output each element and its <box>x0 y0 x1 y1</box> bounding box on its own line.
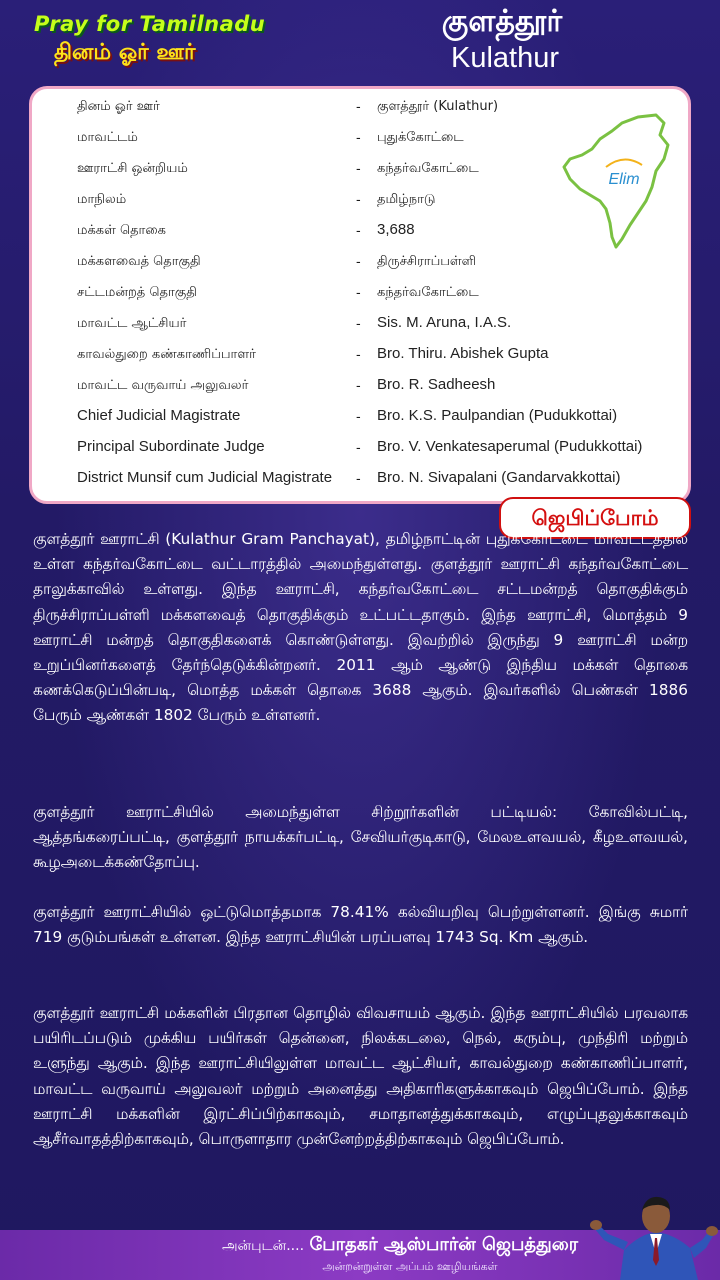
info-separator: - <box>356 222 361 238</box>
paragraph-occupation-prayer: குளத்தூர் ஊராட்சி மக்களின் பிரதான தொழில் விவசாயம் ஆகும். இந்த ஊராட்சியில் பரவலாக பயிரிடப்படும் முக்கிய பயிர்கள் தென்னை, நிலக்கடலை, நெல், கரும்பு, முந்திரி மற்றும் உளுந்து ஆகும். இந்த ஊராட்சியிலுள்ள மாவட்ட ஆட்சியர், காவல்துறை கண்காணிப்பாளர், மாவட்ட வருவாய் அலுவலர் மற்றும் அனைத்து அதிகாரிகளுக்காகவும் ஜெபிப்போம். இந்த ஊராட்சி மக்களின் இரட்சிப்பிற்காகவும், சமாதானத்துக்காகவும், எழுப்புதலுக்காகவும் ஆசீர்வாதத்திற்காகவும், பொருளாதார முன்னேற்றத்திற்காகவும் ஜெபிப்போம். <box>33 1004 688 1149</box>
elim-logo: Elim <box>602 157 646 187</box>
pray-badge: ஜெபிப்போம் <box>499 497 691 539</box>
info-row <box>32 312 552 343</box>
paragraph-overview: குளத்தூர் ஊராட்சி (Kulathur Gram Panchayat), தமிழ்நாட்டின் புதுக்கோட்டை மாவட்டத்தில் உள்ள கந்தர்வகோட்டை வட்டாரத்தில் அமைந்துள்ளது. குளத்தூர் ஊராட்சி கந்தர்வகோட்டை தாலுக்காவில் உள்ளது. இந்த ஊராட்சி, கந்தர்வகோட்டை சட்டமன்றத் தொகுதிக்கும் திருச்சிராப்பள்ளி மக்களவைத் தொகுதிக்கும் உட்பட்டதாகும். இந்த ஊராட்சி, மொத்தம் 9 ஊராட்சி மன்றத் தொகுதிகளைக் கொண்டுள்ளது. இவற்றில் இருந்து 9 ஊராட்சி மன்ற உறுப்பினர்களைத் தேர்ந்தெடுக்கின்றனர். 2011 ஆம் ஆண்டு இந்திய மக்கள் தொகை கணக்கெடுப்பின்படி, மொத்த மக்கள் தொகை 3688 ஆகும். இவர்களில் பெண்கள் 1886 பேரும் ஆண்கள் 1802 பேரும் உள்ளனர். <box>33 530 688 725</box>
info-label: தினம் ஓர் ஊர் <box>77 99 160 114</box>
footer-ministry-name: அன்றன்றுள்ள அப்பம் ஊழியங்கள் <box>322 1260 498 1273</box>
info-label: District Munsif cum Judicial Magistrate <box>77 469 333 486</box>
info-row <box>32 343 552 374</box>
info-value: Bro. K.S. Paulpandian (Pudukkottai) <box>377 407 618 424</box>
info-row <box>32 95 552 126</box>
info-label: மக்கள் தொகை <box>77 223 166 238</box>
info-separator: - <box>356 191 361 207</box>
info-row <box>32 467 621 498</box>
info-row <box>32 374 552 405</box>
footer-signature <box>170 1234 630 1257</box>
info-row <box>32 126 552 157</box>
info-row <box>32 188 552 219</box>
info-separator: - <box>356 253 361 269</box>
info-value: திருச்சிராப்பள்ளி <box>377 254 477 269</box>
pray-for-tamilnadu-tag: Pray for Tamilnadu <box>34 12 266 36</box>
info-label: சட்டமன்றத் தொகுதி <box>77 285 197 300</box>
info-separator: - <box>356 160 361 176</box>
info-value: குளத்தூர் (Kulathur) <box>377 99 499 114</box>
info-label: மாவட்ட ஆட்சியர் <box>77 316 187 331</box>
info-separator: - <box>356 377 361 393</box>
info-row <box>32 436 643 467</box>
info-row <box>32 250 552 281</box>
info-value: Bro. N. Sivapalani (Gandarvakkottai) <box>377 469 621 486</box>
info-row <box>32 157 552 188</box>
info-separator: - <box>356 315 361 331</box>
daily-village-tag: தினம் ஓர் ஊர் <box>54 40 196 65</box>
info-row <box>32 281 552 312</box>
info-value: Sis. M. Aruna, I.A.S. <box>377 314 512 331</box>
village-title-english: Kulathur <box>450 42 559 74</box>
footer-prefix: அன்புடன்.... <box>221 1238 305 1254</box>
pastor-photo <box>590 1188 720 1280</box>
info-value: Bro. V. Venkatesaperumal (Pudukkottai) <box>377 438 643 455</box>
info-separator: - <box>356 439 361 455</box>
info-value: தமிழ்நாடு <box>377 192 436 207</box>
info-value: கந்தர்வகோட்டை <box>377 161 479 176</box>
info-label: மாவட்டம் <box>77 130 138 145</box>
village-title-tamil: குளத்தூர் <box>441 4 563 39</box>
tamilnadu-map-icon <box>560 109 680 249</box>
info-separator: - <box>356 408 361 424</box>
info-separator: - <box>356 470 361 486</box>
info-separator: - <box>356 284 361 300</box>
info-separator: - <box>356 98 361 114</box>
info-label: ஊராட்சி ஒன்றியம் <box>77 161 188 176</box>
info-label: Principal Subordinate Judge <box>77 438 265 455</box>
info-separator: - <box>356 346 361 362</box>
info-separator: - <box>356 129 361 145</box>
info-value: Bro. Thiru. Abishek Gupta <box>377 345 549 362</box>
info-card <box>29 86 691 504</box>
info-value: கந்தர்வகோட்டை <box>377 285 479 300</box>
info-label: காவல்துறை கண்காணிப்பாளர் <box>77 347 256 362</box>
info-row <box>32 219 552 250</box>
paragraph-literacy: குளத்தூர் ஊராட்சியில் ஒட்டுமொத்தமாக 78.41% கல்வியறிவு பெற்றுள்ளனர். இங்கு சுமார் 719 குடும்பங்கள் உள்ளன. இந்த ஊராட்சியின் பரப்பளவு 1743 Sq. Km ஆகும். <box>33 903 688 947</box>
info-value: 3,688 <box>377 221 415 238</box>
footer-pastor-name: போதகர் ஆஸ்பார்ன் ஜெபத்துரை <box>309 1234 579 1255</box>
header <box>0 0 720 84</box>
paragraph-hamlets: குளத்தூர் ஊராட்சியில் அமைந்துள்ள சிற்றூர்களின் பட்டியல்: கோவில்பட்டி, ஆத்தங்கரைப்பட்டி, குளத்தூர் நாயக்கர்பட்டி, சேவியர்குடிகாடு, மேலஉளவயல், கீழஉளவயல், கூழஅடைக்கண்தோப்பு. <box>33 803 688 872</box>
info-value: புதுக்கோட்டை <box>377 130 464 145</box>
info-label: மாவட்ட வருவாய் அலுவலர் <box>77 378 249 393</box>
info-label: மக்களவைத் தொகுதி <box>77 254 201 269</box>
info-row <box>32 405 618 436</box>
info-label: Chief Judicial Magistrate <box>77 407 241 424</box>
info-label: மாநிலம் <box>77 192 127 207</box>
info-value: Bro. R. Sadheesh <box>377 376 496 393</box>
